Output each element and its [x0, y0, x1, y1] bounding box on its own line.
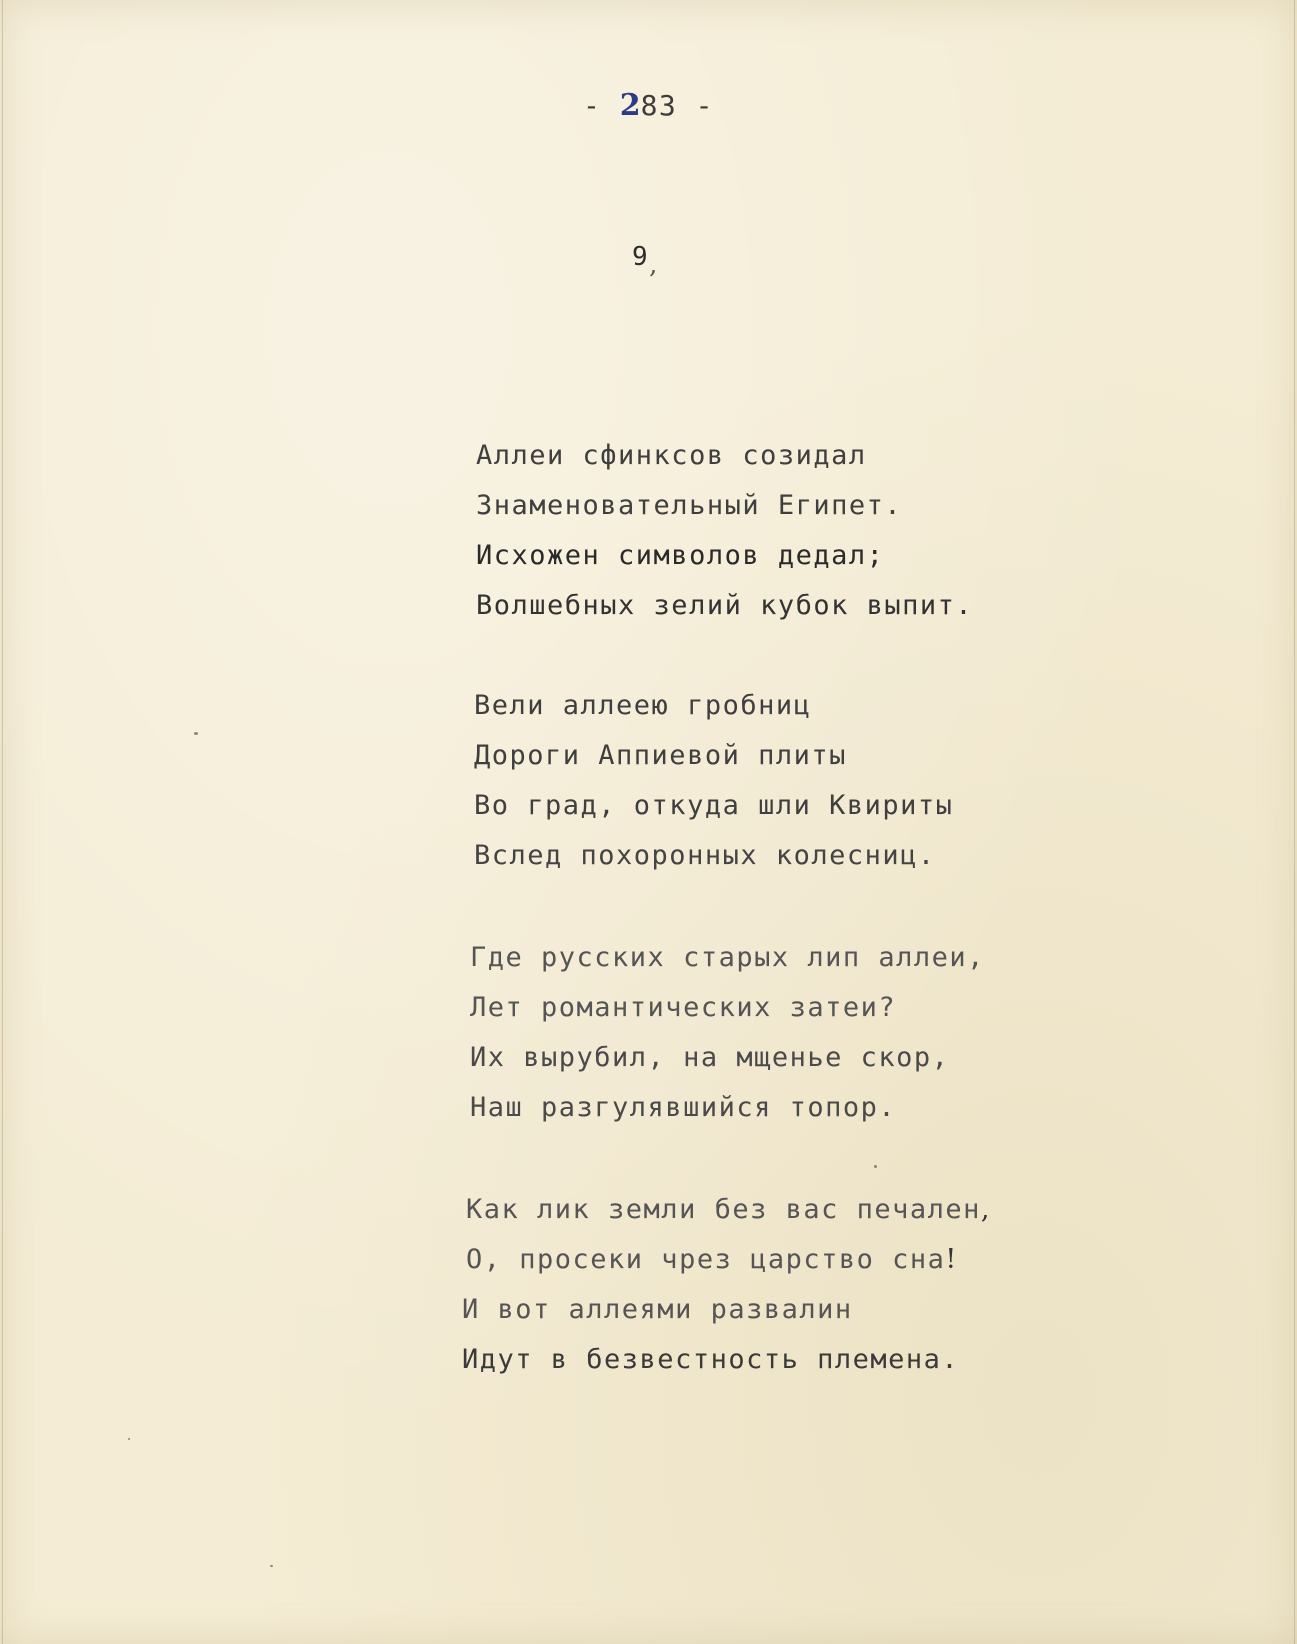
- paper-speck: [270, 1565, 273, 1567]
- stanza-3-line-1: Где русских старых лип аллеи,: [470, 942, 985, 973]
- paper-speck: [194, 732, 198, 735]
- poem-number-mark: ,: [649, 250, 659, 280]
- stanza-1-line-4: Волшебных зелий кубок выпит.: [476, 590, 974, 621]
- stanza-4-line-1: [466, 1194, 991, 1226]
- page-number-prefix: -: [582, 89, 620, 122]
- stanza-4-line-3: И вот аллеями развалин: [462, 1294, 853, 1325]
- page-number-suffix: -: [677, 89, 715, 122]
- stanza-2-line-1: Вели аллеею гробниц: [474, 690, 812, 721]
- stanza-1-line-3: Исхожен символов дедал;: [476, 540, 885, 571]
- handwritten-exclamation-mark: !: [945, 1244, 958, 1275]
- stanza-3-line-4: Наш разгулявшийся топор.: [470, 1092, 897, 1123]
- stanza-2-line-2: Дороги Аппиевой плиты: [474, 740, 847, 771]
- paper-speck: [874, 1165, 877, 1168]
- stanza-4-line-2: [466, 1244, 958, 1276]
- stanza-4-line-4: Идут в безвестность племена.: [462, 1344, 960, 1375]
- stanza-1-line-2: Знаменовательный Египет.: [476, 490, 903, 521]
- page-number-typed-digits: 83: [640, 89, 678, 122]
- stanza-2-line-4: Вслед похоронных колесниц.: [474, 840, 936, 871]
- stanza-2-line-3: Во град, откуда шли Квириты: [474, 790, 954, 821]
- paper-speck: [128, 1438, 130, 1440]
- page-number-handwritten-digit: 2: [619, 88, 641, 123]
- stanza-4-line-2-text: О, просеки чрез царство сна: [466, 1244, 946, 1275]
- stanza-4-line-1-text: Как лик земли без вас печален: [466, 1194, 981, 1225]
- stanza-3-line-3: Их вырубил, на мщенье скор,: [470, 1042, 950, 1073]
- stanza-3-line-2: Лет романтических затеи?: [470, 992, 897, 1023]
- stanza-1-line-1: Аллеи сфинксов созидал: [476, 440, 867, 471]
- handwritten-comma-mark: ,: [980, 1194, 991, 1225]
- poem-number-digit: 9: [632, 242, 650, 272]
